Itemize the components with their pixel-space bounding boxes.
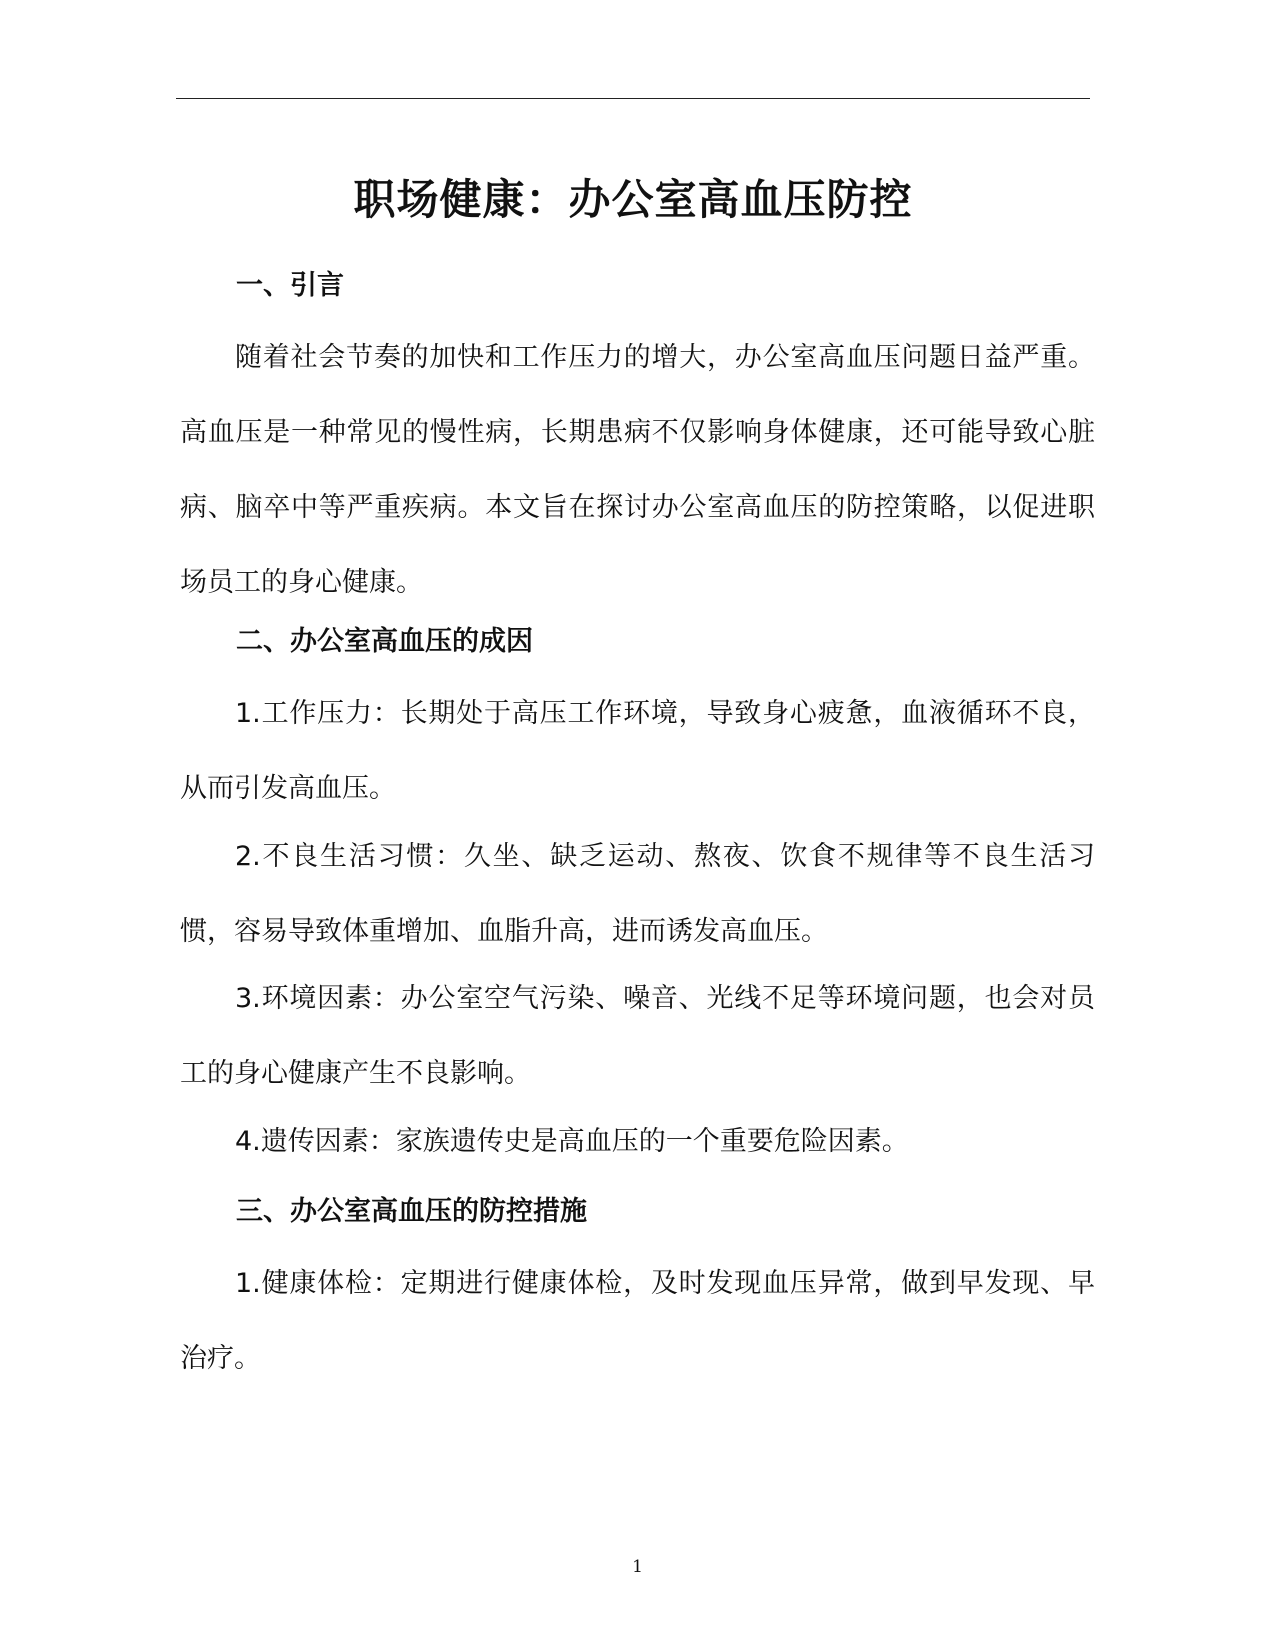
- document-title: 职场健康：办公室高血压防控: [353, 175, 913, 224]
- paragraph-cause-environment: 3.环境因素：办公室空气污染、噪音、光线不足等环境问题，也会对员工的身心健康产生不良影响。: [180, 983, 1095, 1089]
- paragraph-introduction: 随着社会节奏的加快和工作压力的增大，办公室高血压问题日益严重。高血压是一种常见的慢性病，长期患病不仅影响身体健康，还可能导致心脏病、脑卒中等严重疾病。本文旨在探讨办公室高血压的防控策略，以促进职场员工的身心健康。: [180, 342, 1095, 598]
- section-heading-prevention: 三、办公室高血压的防控措施: [236, 1196, 587, 1227]
- header-rule: [176, 98, 1090, 99]
- paragraph-cause-genetics: 4.遗传因素：家族遗传史是高血压的一个重要危险因素。: [235, 1126, 909, 1157]
- paragraph-cause-lifestyle: 2.不良生活习惯：久坐、缺乏运动、熬夜、饮食不规律等不良生活习惯，容易导致体重增加、血脂升高，进而诱发高血压。: [180, 841, 1095, 947]
- page-number: 1: [632, 1557, 643, 1577]
- paragraph-prevention-checkup: 1.健康体检：定期进行健康体检，及时发现血压异常，做到早发现、早治疗。: [180, 1268, 1095, 1374]
- paragraph-cause-work-pressure: 1.工作压力：长期处于高压工作环境，导致身心疲惫，血液循环不良，从而引发高血压。: [180, 698, 1095, 804]
- section-heading-introduction: 一、引言: [236, 270, 344, 301]
- section-heading-causes: 二、办公室高血压的成因: [236, 626, 533, 657]
